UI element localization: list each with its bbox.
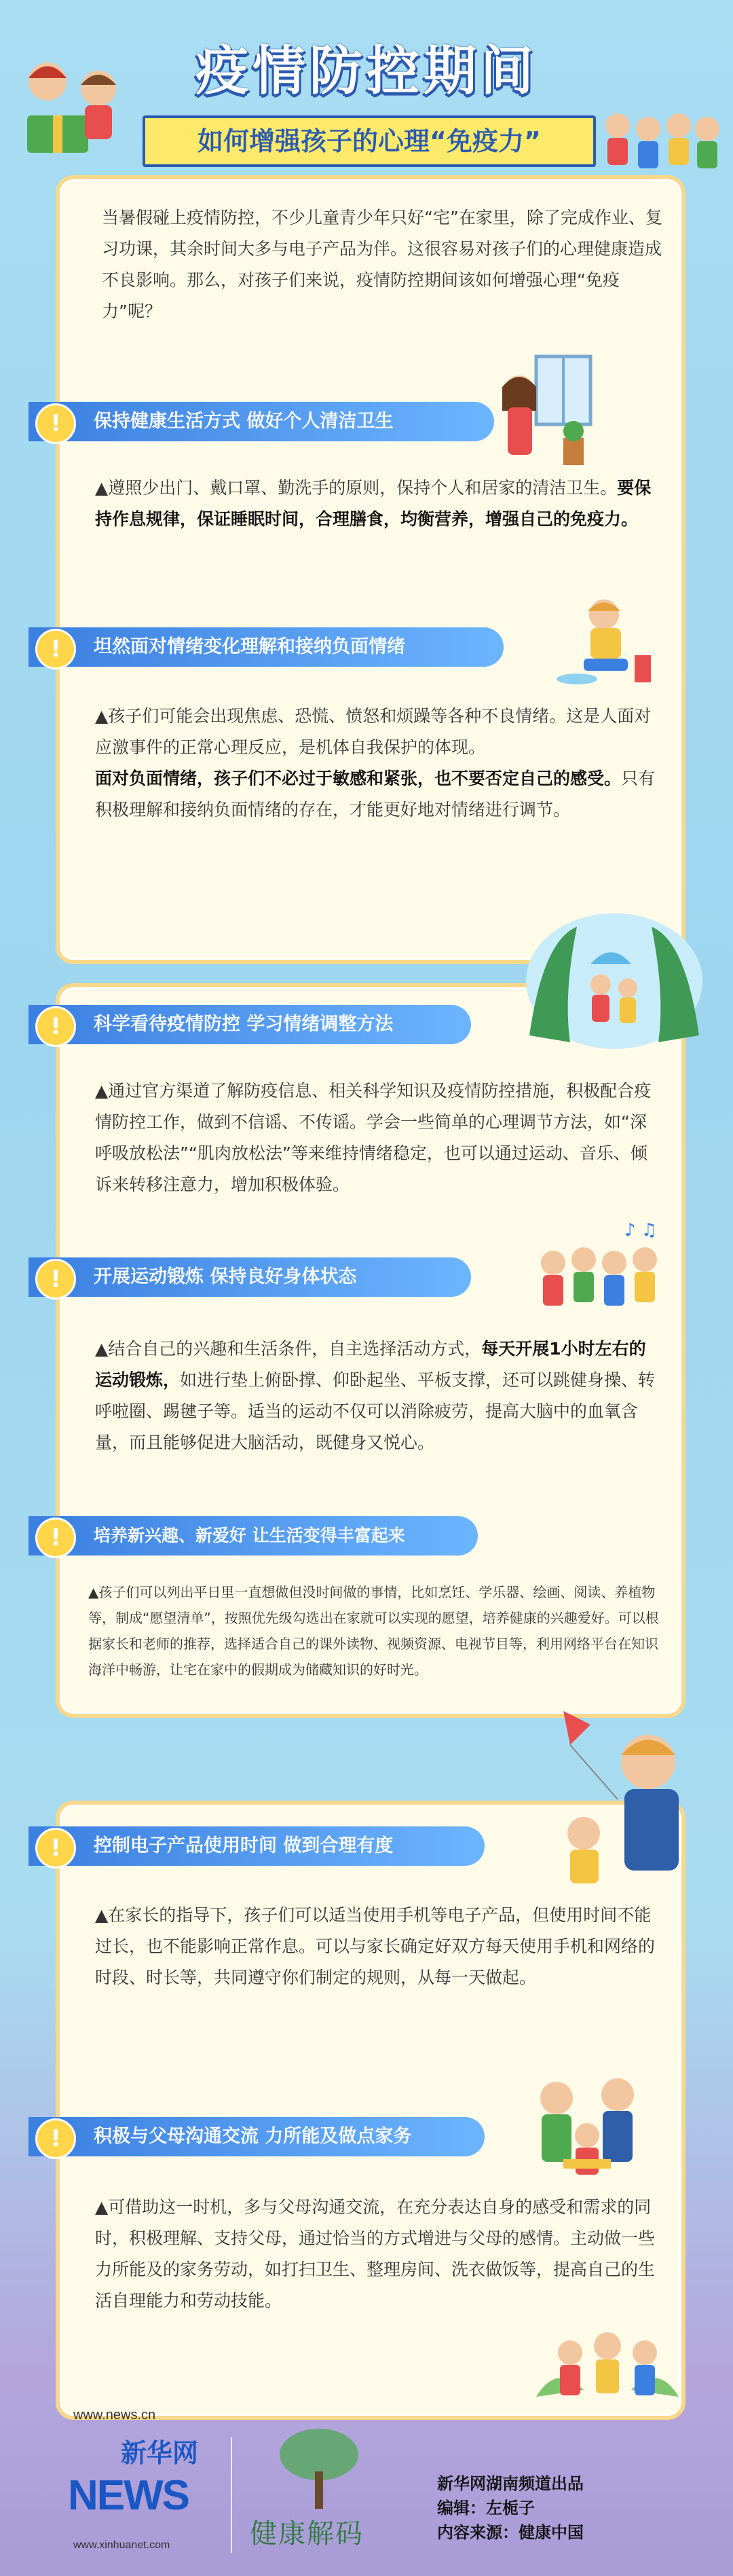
section-7-text: ▲可借助这一时机，多与父母沟通交流，在充分表达自身的感受和需求的同时，积极理解、支持父母，通过恰当的方式增进与父母的感情。主动做一些力所能及的家务劳动，如打扫卫生、整理房间、洗衣做饭等，提高自己的生活自理能力和劳动技能。 (95, 2197, 656, 2311)
section-heading-4: ! 开展运动锻炼 保持良好身体状态 (29, 1257, 471, 1297)
section-heading-7: ! 积极与父母沟通交流 力所能及做点家务 (29, 2117, 485, 2156)
girl-cleaning-window-illustration (482, 350, 604, 472)
page-title: 疫情防控期间 (195, 41, 538, 102)
logo-footer-url: www.xinhuanet.com (73, 2539, 170, 2551)
exclamation-icon: ! (35, 1259, 76, 1300)
boy-cleaning-floor-illustration (543, 591, 658, 693)
page-subtitle: 如何增强孩子的心理“免疫力” (143, 115, 596, 167)
exclamation-icon: ! (35, 1828, 76, 1869)
logo-url: www.news.cn (73, 2408, 156, 2423)
section-5-text: ▲孩子们可以列出平日里一直想做但没时间做的事情，比如烹饪、学乐器、绘画、阅读、养植物等，制成“愿望清单”，按照优先级勾选出在家就可以实现的愿望，培养健康的兴趣爱好。可以根据家长和老师的推荐，选择适合自己的课外读物、视频资源、电视节目等，利用网络平台在知识海洋中畅游，让宅在家中的假期成为储藏知识的好时光。 (88, 1584, 659, 1678)
xinhua-logo-en: NEWS (68, 2472, 189, 2519)
credits-block (437, 2471, 584, 2545)
kids-singing-illustration (529, 1215, 679, 1317)
exclamation-icon: ! (35, 403, 76, 444)
kids-with-umbrella-illustration (516, 900, 713, 1056)
svg-text:♪ ♫: ♪ ♫ (624, 1220, 658, 1240)
father-son-kite-illustration (523, 1697, 706, 1901)
kids-hands-up-illustration (529, 2315, 685, 2417)
exclamation-icon: ! (35, 1517, 76, 1558)
section-heading-1: ! 保持健康生活方式 做好个人清洁卫生 (29, 402, 494, 441)
producer-text: 新华网湖南频道出品 (437, 2474, 584, 2493)
section-6-text: ▲在家长的指导下，孩子们可以适当使用手机等电子产品，但使用时间不能过长，也不能影响正常作息。可以与家长确定好双方每天使用手机和网络的时段、时长等，共同遵守你们制定的规则，从每一天做起。 (95, 1905, 656, 1987)
editor-text: 编辑：左栀子 (437, 2499, 535, 2518)
family-reading-illustration (516, 2064, 665, 2186)
health-decode-brand: 健康解码 (250, 2518, 364, 2550)
section-3-text: ▲通过官方渠道了解防疫信息、相关科学知识及疫情防控措施，积极配合疫情防控工作，做到不信谣、不传谣。学会一些简单的心理调节方法，如“深呼吸放松法”“肌肉放松法”等来维持情绪稳定，也可以通过运动、音乐、倾诉来转移注意力，增加积极体验。 (95, 1081, 652, 1194)
tree-logo-icon (271, 2424, 366, 2512)
section-heading-2: ! 坦然面对情绪变化理解和接纳负面情绪 (29, 627, 504, 667)
xinhua-logo-cn: 新华网 (121, 2438, 199, 2468)
section-4-text: ▲结合自己的兴趣和生活条件，自主选择活动方式，每天开展1小时左右的运动锻炼，如进行垫上俯卧撑、仰卧起坐、平板支撑，还可以跳健身操、转呼啦圈、踢毽子等。适当的运动不仅可以消除疲劳，提高大脑中的血氧含量，而且能够促进大脑活动，既健身又悦心。 (95, 1339, 656, 1452)
section-heading-3: ! 科学看待疫情防控 学习情绪调整方法 (29, 1005, 471, 1044)
exclamation-icon: ! (35, 1006, 76, 1047)
section-2-text: ▲孩子们可能会出现焦虑、恐慌、愤怒和烦躁等各种不良情绪。这是人面对应激事件的正常心理反应，是机体自我保护的体现。 面对负面情绪，孩子们不必过于敏感和紧张，也不要否定自己的感受。只有积极理解和接纳负面情绪的存在，才能更好地对情绪进行调节。 (95, 706, 656, 820)
exclamation-icon: ! (35, 2118, 76, 2159)
source-text: 内容来源：健康中国 (437, 2523, 584, 2542)
intro-paragraph: 当暑假碰上疫情防控，不少儿童青少年只好“宅”在家里，除了完成作业、复习功课，其余时间大多与电子产品为伴。这很容易对孩子们的心理健康造成不良影响。那么，对孩子们来说，疫情防控期间该如何增强心理“免疫力”呢？ (102, 208, 662, 321)
exclamation-icon: ! (35, 629, 76, 669)
section-heading-5: ! 培养新兴趣、新爱好 让生活变得丰富起来 (29, 1516, 478, 1556)
footer-divider (231, 2437, 232, 2553)
section-1-text: ▲遵照少出门、戴口罩、勤洗手的原则，保持个人和居家的清洁卫生。要保持作息规律，保证睡眠时间，合理膳食，均衡营养，增强自己的免疫力。 (95, 478, 652, 529)
kids-group-illustration (597, 102, 726, 177)
section-heading-6: ! 控制电子产品使用时间 做到合理有度 (29, 1826, 485, 1866)
